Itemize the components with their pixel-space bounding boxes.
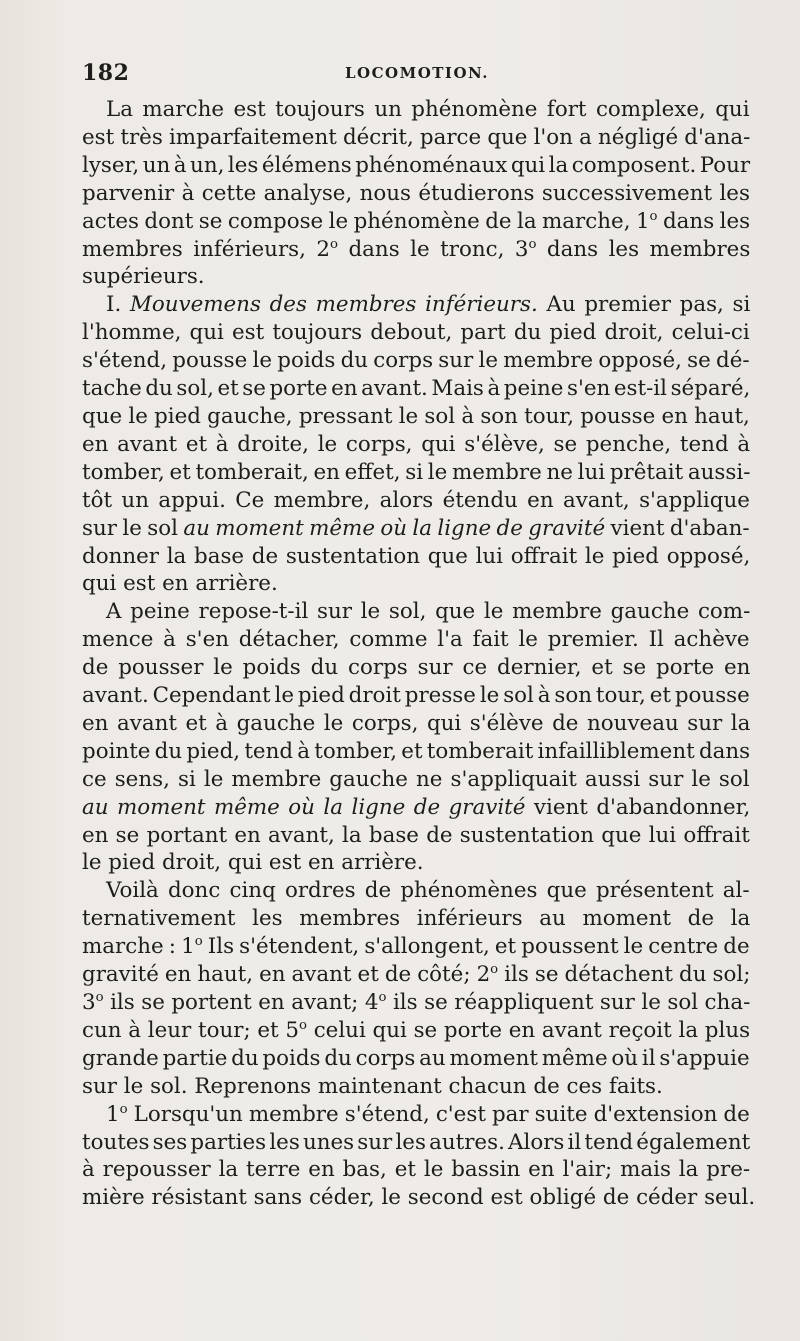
text-line: au moment même où la ligne de gravité vient d'abandonner, [82, 794, 751, 820]
text-line: tomber, et tomberait, en effet, si le membre ne lui prêtait aussi- [82, 459, 751, 485]
text-line: actes dont se compose le phénomène de la marche, 1$^o$ dans les [82, 208, 751, 234]
text-line: supérieurs. [82, 264, 205, 290]
text-line: parvenir à cette analyse, nous étudierons successivement les [82, 180, 750, 206]
text-line: mence à s'en détacher, comme l'a fait le premier. Il achève [82, 627, 750, 653]
text-line: 1$^o$ Lorsqu'un membre s'étend, c'est par suite d'extension de [106, 1101, 750, 1127]
running-head: LOCOMOTION. [344, 64, 489, 82]
text-line: de pousser le poids du corps sur ce dernier, et se porte en [82, 655, 751, 681]
text-line: 3$^o$ ils se portent en avant; 4$^o$ ils se réappliquent sur le sol cha- [82, 990, 751, 1015]
text-line: ce sens, si le membre gauche ne s'appliquait aussi sur le sol [82, 766, 750, 792]
text-line: en avant et à droite, le corps, qui s'élève, se penche, tend à [82, 431, 751, 457]
text-line: en se portant en avant, la base de sustentation que lui offrait [82, 822, 750, 848]
page-number: 182 [82, 60, 130, 86]
text-line: tache du sol, et se porte en avant. Mais à peine s'en est-il séparé, [82, 376, 751, 402]
text-line: La marche est toujours un phénomène fort complexe, qui [106, 97, 750, 122]
text-line: A peine repose-t-il sur le sol, que le membre gauche com- [106, 599, 751, 625]
text-line: sur le sol. Reprenons maintenant chacun de ces faits. [82, 1073, 663, 1099]
text-line: ternativement les membres inférieurs au moment de la [82, 906, 751, 932]
text-line: toutes ses parties les unes sur les autres. Alors il tend également [82, 1129, 751, 1155]
text-line: sur le sol au moment même où la ligne de gravité vient d'aban- [82, 515, 750, 541]
text-line: pointe du pied, tend à tomber, et tomberait infailliblement dans [82, 738, 751, 764]
text-line: grande partie du poids du corps au moment même où il s'appuie [82, 1045, 750, 1071]
text-line: est très imparfaitement décrit, parce que l'on a négligé d'ana- [82, 124, 751, 150]
text-line: que le pied gauche, pressant le sol à son tour, pousse en haut, [82, 403, 750, 429]
text-line: à repousser la terre en bas, et le bassin en l'air; mais la pre- [82, 1157, 751, 1183]
text-line: I. Mouvemens des membres inférieurs. Au premier pas, si [106, 292, 751, 318]
text-line: s'étend, pousse le poids du corps sur le membre opposé, se dé- [82, 348, 750, 374]
text-line: cun à leur tour; et 5$^o$ celui qui se porte en avant reçoit la plus [82, 1017, 751, 1043]
text-line: mière résistant sans céder, le second est obligé de céder seul. [82, 1185, 756, 1211]
text-line: Voilà donc cinq ordres de phénomènes que présentent al- [106, 878, 750, 904]
text-line: l'homme, qui est toujours debout, part du pied droit, celui-ci [82, 320, 750, 346]
text-line: membres inférieurs, 2$^o$ dans le tronc, 3$^o$ dans les membres [82, 236, 751, 262]
text-line: le pied droit, qui est en arrière. [82, 850, 424, 876]
page-header [82, 60, 752, 90]
body-text [82, 96, 756, 1212]
text-line: tôt un appui. Ce membre, alors étendu en avant, s'applique [82, 487, 750, 513]
text-line: lyser, un à un, les élémens phénoménaux qui la composent. Pour [82, 152, 751, 178]
text-line: donner la base de sustentation que lui offrait le pied opposé, [82, 543, 751, 569]
text-line: qui est en arrière. [82, 571, 278, 597]
text-line: en avant et à gauche le corps, qui s'élève de nouveau sur la [82, 710, 751, 736]
text-line: gravité en haut, en avant et de côté; 2$^o$ ils se détachent du sol; [82, 962, 751, 988]
text-line: avant. Cependant le pied droit presse le sol à son tour, et pousse [82, 683, 750, 709]
text-line: marche : 1$^o$ Ils s'étendent, s'allongent, et poussent le centre de [82, 934, 750, 960]
